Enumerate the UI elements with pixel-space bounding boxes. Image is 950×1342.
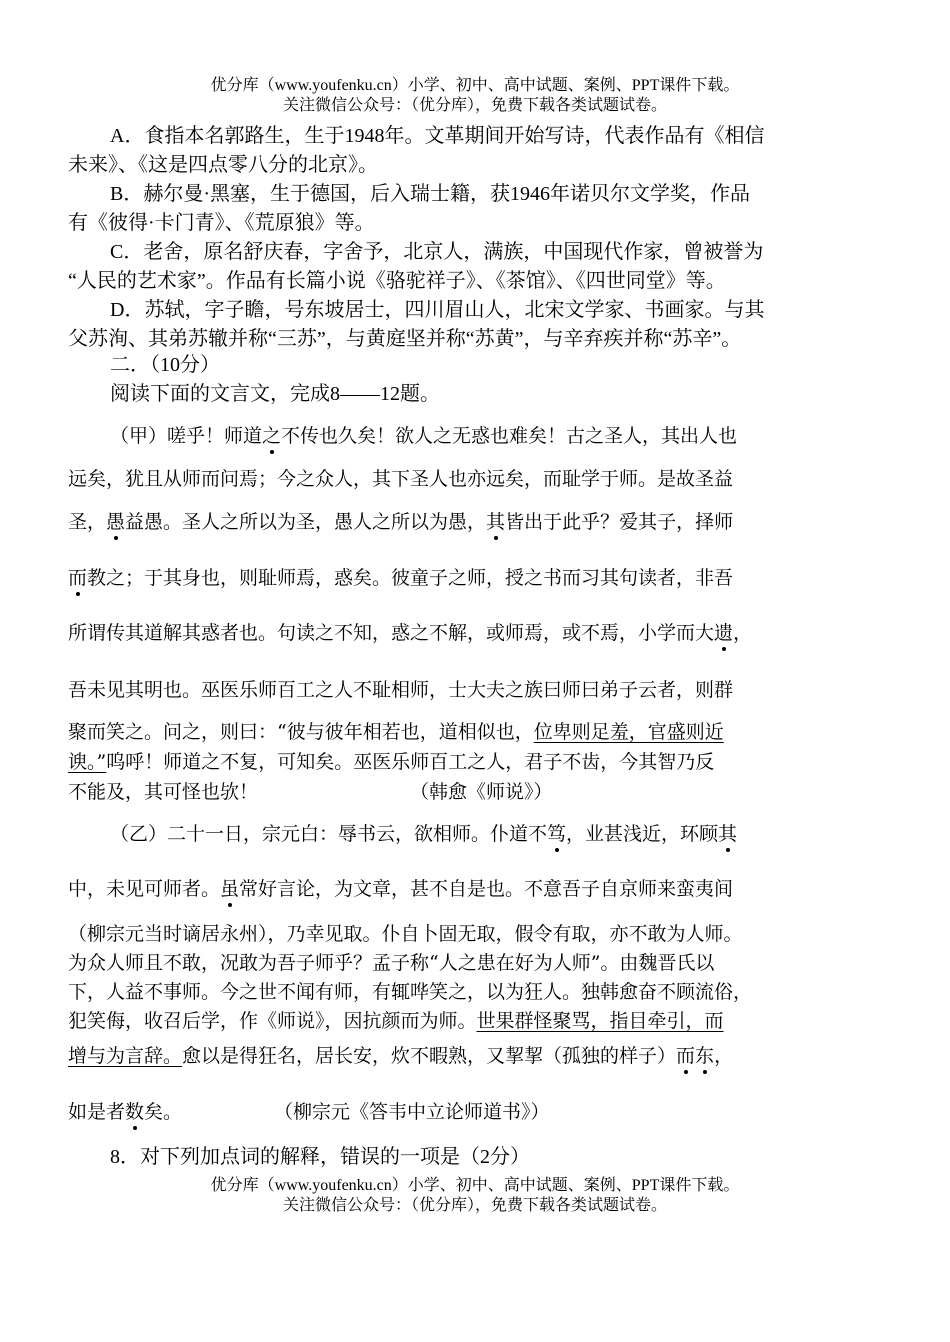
jia-line-3	[68, 509, 888, 535]
jia-line-8	[68, 749, 888, 775]
yi-line-1	[110, 821, 930, 847]
yi-line-5: 下，人益不事师。今之世不闻有师，有辄哗笑之，以为狂人。独韩愈奋不顾流俗，	[68, 981, 753, 1003]
yi-line-6	[68, 1008, 888, 1034]
jia-line-2: 远矣，犹且从师而问焉；今之众人，其下圣人也亦远矣，而耻学于师。是故圣益	[68, 468, 734, 490]
jia-text: 聚而笑之。问之，则曰：“彼与彼年相若也，道相似也，	[68, 721, 534, 743]
yi-text: 中，未见可师者。	[68, 878, 221, 900]
dotted-word: 遗	[714, 622, 734, 644]
underlined-sentence: 增与为言辞。	[68, 1045, 183, 1067]
jia-source: （韩愈《师说》）	[410, 781, 553, 803]
option-a-line-1: A．食指本名郭路生，生于1948年。文革期间开始写诗，代表作品有《相信	[110, 125, 765, 147]
jia-text: 圣，	[68, 511, 107, 533]
dotted-word: 虽	[220, 878, 240, 900]
jia-line-9	[68, 779, 888, 805]
jia-text: 所谓传其道解其惑者也。句读之不知，惑之不解，或师焉，或不焉，小学而大	[68, 622, 715, 644]
option-b-line-2: 有《彼得·卡门青》、《荒原狼》等。	[68, 212, 375, 234]
yi-line-4: 为众人师且不敢，况敢为吾子师乎？孟子称“人之患在好为人师”。由魏晋氏以	[68, 952, 715, 974]
yi-text: 犯笑侮，收召后学，作《师说》，因抗颜而为师。	[68, 1010, 477, 1032]
yi-text: ，	[714, 1045, 734, 1067]
option-d-line-1: D．苏轼，字子瞻，号东坡居士，四川眉山人，北宋文学家、书画家。与其	[110, 299, 765, 321]
yi-line-8	[68, 1099, 888, 1125]
dotted-word: 愚	[106, 511, 126, 533]
underlined-sentence: 谀。”	[68, 751, 107, 773]
option-a-line-2: 未来》、《这是四点零八分的北京》。	[68, 154, 378, 176]
yi-text: ，业甚浅近，环顾	[566, 823, 719, 845]
dotted-word: 而	[68, 567, 88, 589]
jia-line-4	[68, 565, 888, 591]
jia-text: ，	[733, 622, 753, 644]
yi-line-2	[68, 876, 888, 902]
jia-line-5	[68, 620, 888, 646]
underlined-sentence: 位卑则足羞，官盛则近	[533, 721, 724, 743]
jia-line-6: 吾未见其明也。巫医乐师百工之人不耻相师，士大夫之族曰师曰弟子云者，则群	[68, 679, 734, 701]
yi-text: 常好言论，为文章，甚不自是也。不意吾子自京师来蛮夷间	[239, 878, 734, 900]
yi-text: 矣。	[144, 1101, 183, 1123]
jia-text: 皆出于此乎？爱其子，择师	[505, 511, 734, 533]
option-d-line-2: 父苏洵、其弟苏辙并称“三苏”，与黄庭坚并称“苏黄”，与辛弃疾并称“苏辛”。	[68, 328, 742, 350]
yi-source: （柳宗元《答韦中立论师道书》）	[274, 1101, 550, 1123]
yi-text: 如是者	[68, 1101, 126, 1123]
option-c-line-1: C．老舍，原名舒庆春，字舍予，北京人，满族，中国现代作家，曾被誉为	[110, 241, 764, 263]
jia-line-7	[68, 719, 888, 745]
jia-text: 不能及，其可怪也欤！	[68, 781, 259, 803]
yi-line-3: （柳宗元当时谪居永州），乃幸见取。仆自卜固无取，假令有取，亦不敢为人师。	[68, 923, 743, 945]
jia-line-1	[110, 423, 930, 449]
underlined-sentence: 世果群怪聚骂，指目牵引，而	[476, 1010, 724, 1032]
dotted-word: 其	[718, 823, 738, 845]
dotted-word: 东	[695, 1045, 715, 1067]
jia-text: 益愚。圣人之所以为圣，愚人之所以为愚，	[125, 511, 487, 533]
option-b-line-1: B．赫尔曼·黑塞，生于德国，后入瑞士籍，获1946年诺贝尔文学奖，作品	[110, 183, 750, 205]
section-title: 二．（10分）	[110, 354, 220, 376]
dotted-word: 而	[676, 1045, 696, 1067]
jia-text: （甲）嗟乎！师道	[110, 425, 263, 447]
footer-line-2: 关注微信公众号：（优分库），免费下载各类试题试卷。	[282, 1197, 667, 1214]
jia-text: 不传也久矣！欲人之无惑也难矣！古之圣人，其出人也	[281, 425, 738, 447]
yi-text: 愈以是得狂名，居长安，炊不暇熟，又挈挈（孤独的样子）	[182, 1045, 677, 1067]
dotted-word: 数	[125, 1101, 145, 1123]
yi-line-7	[68, 1043, 888, 1069]
dotted-word: 其	[486, 511, 506, 533]
section-instruction: 阅读下面的文言文，完成8——12题。	[110, 383, 440, 405]
jia-text: 教之；于其身也，则耻师焉，惑矣。彼童子之师，授之书而习其句读者，非吾	[87, 567, 734, 589]
dotted-word: 笃	[547, 823, 567, 845]
footer-line-1: 优分库（www.youfenku.cn）小学、初中、高中试题、案例、PPT课件下载。	[210, 1177, 740, 1194]
yi-text: （乙）二十一日，宗元白：辱书云，欲相师。仆道不	[110, 823, 548, 845]
header-line-2: 关注微信公众号：（优分库），免费下载各类试题试卷。	[282, 97, 667, 114]
question-8: 8．对下列加点词的解释，错误的一项是（2分）	[110, 1146, 530, 1168]
jia-text: 呜呼！师道之不复，可知矣。巫医乐师百工之人，君子不齿，今其智乃反	[106, 751, 715, 773]
header-line-1: 优分库（www.youfenku.cn）小学、初中、高中试题、案例、PPT课件下载。	[210, 77, 740, 94]
dotted-word: 之	[262, 425, 282, 447]
option-c-line-2: “人民的艺术家”。作品有长篇小说《骆驼祥子》、《茶馆》、《四世同堂》等。	[68, 270, 726, 292]
